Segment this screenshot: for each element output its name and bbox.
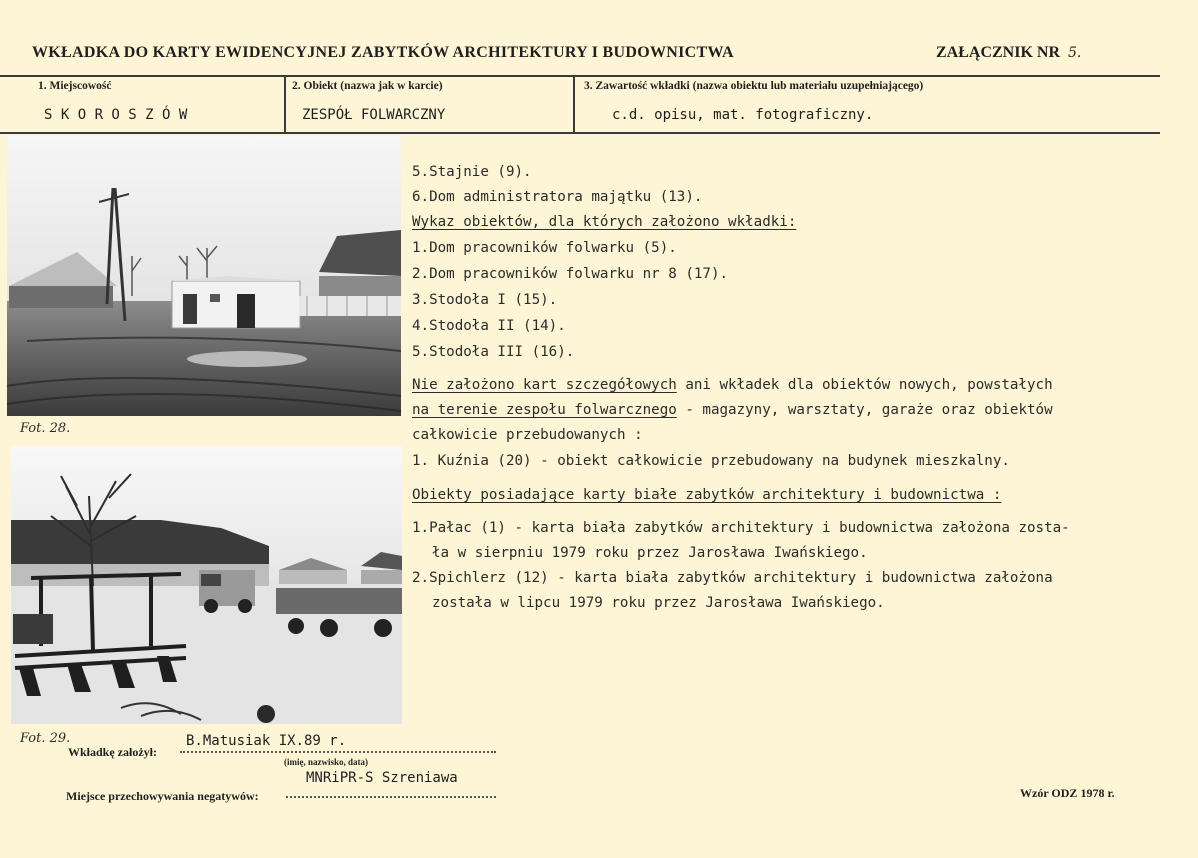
locality-label: 1. Miejscowość [38,80,112,92]
text-line-stables: 5.Stajnie (9). [412,164,532,180]
locality-value: S K O R O S Z Ó W [44,107,188,123]
negatives-location-value: MNRiPR-S Szreniawa [306,770,458,786]
negatives-location-line [286,796,496,798]
photo-2-caption: Fot. 29. [20,731,71,746]
text-line-admin-house: 6.Dom administratora majątku (13). [412,189,703,205]
paragraph-smithy-line: 1. Kuźnia (20) - obiekt całkowicie przebudowany na budynek mieszkalny. [412,453,1010,469]
paragraph-no-cards-rest-2: - magazyny, warsztaty, garaże oraz obiektów [676,402,1053,418]
photo-1-caption: Fot. 28. [20,421,71,436]
text-line-barn-3: 5.Stodoła III (16). [412,344,575,360]
negatives-location-label: Miejsce przechowywania negatywów: [66,789,259,803]
photo-farmyard-machinery [11,446,402,724]
text-line-workers-house-2: 2.Dom pracowników folwarku nr 8 (17). [412,266,729,282]
paragraph-no-cards-underlined: Nie założono kart szczegółowych [412,377,677,393]
object-label: 2. Obiekt (nazwa jak w karcie) [292,80,443,92]
heading-white-cards: Obiekty posiadające karty białe zabytków architektury i budownictwa : [412,487,1002,503]
paragraph-no-cards-line-2 [412,402,1053,418]
item-granary-line-2: została w lipcu 1979 roku przez Jarosława Iwańskiego. [432,595,885,611]
item-granary-line-1: 2.Spichlerz (12) - karta biała zabytków architektury i budownictwa założona [412,570,1053,586]
column-divider-2 [573,75,575,133]
created-by-line [180,751,496,753]
paragraph-no-cards-rest: ani wkładek dla obiektów nowych, powstałych [676,377,1053,393]
created-by-value: B.Matusiak IX.89 r. [186,733,347,749]
column-divider-1 [284,75,286,133]
created-by-hint: (imię, nazwisko, data) [284,757,368,767]
item-palace-line-2: ła w sierpniu 1979 roku przez Jarosława Iwańskiego. [432,545,868,561]
paragraph-no-cards-underlined-2: na terenie zespołu folwarcznego [412,402,677,418]
paragraph-no-cards-line-3: całkowicie przebudowanych : [412,427,643,443]
attachment-number [936,44,1081,62]
header-rule-bottom [0,132,1160,134]
attachment-handwritten-number: 5. [1068,45,1082,61]
photo-farm-buildings [7,136,401,416]
text-line-barn-2: 4.Stodoła II (14). [412,318,566,334]
text-line-barn-1: 3.Stodoła I (15). [412,292,558,308]
object-value: ZESPÓŁ FOLWARCZNY [302,107,446,123]
item-palace-line-1: 1.Pałac (1) - karta biała zabytków architektury i budownictwa założona zosta- [412,520,1070,536]
text-line-workers-house-1: 1.Dom pracowników folwarku (5). [412,240,677,256]
paragraph-no-cards-line-1 [412,377,1053,393]
created-by-label: Wkładkę założył: [68,745,157,759]
heading-inserts-list: Wykaz obiektów, dla których założono wkładki: [412,214,797,230]
content-label: 3. Zawartość wkładki (nazwa obiektu lub materiału uzupełniającego) [584,80,924,92]
header-rule-top [0,75,1160,77]
form-code: Wzór ODZ 1978 r. [1020,786,1115,800]
content-value: c.d. opisu, mat. fotograficzny. [612,107,874,123]
document-title: WKŁADKA DO KARTY EWIDENCYJNEJ ZABYTKÓW ARCHITEKTURY I BUDOWNICTWA [32,44,734,61]
attachment-label: ZAŁĄCZNIK NR [936,44,1061,61]
